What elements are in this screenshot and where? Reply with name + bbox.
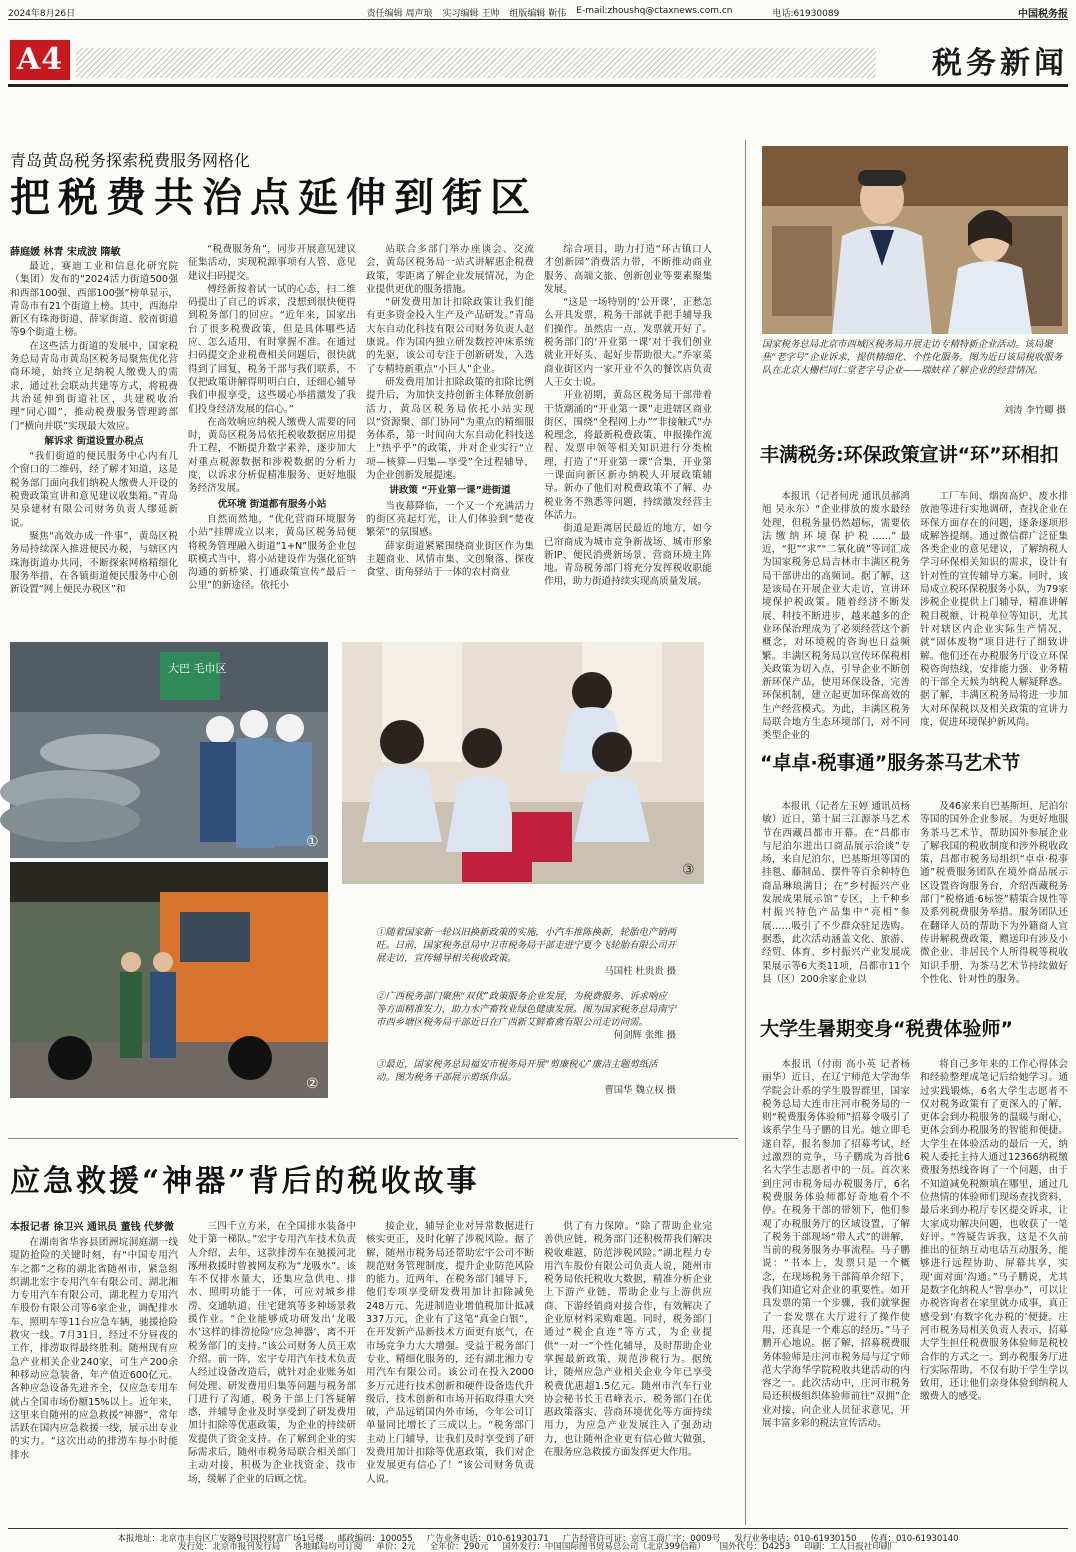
footer-dist-phone: 发行业务电话：010-61930150 [734, 1533, 857, 1544]
footer-address: 本报地址：北京市丰台区广安路9号国投财富广场1号楼 [117, 1533, 324, 1544]
page-number: A4 [10, 40, 70, 80]
bottom-headline: 应急救援“神器”背后的税收故事 [10, 1164, 480, 1199]
paper-name: 中国税务报 [1017, 9, 1068, 20]
lead-column-1 [10, 260, 178, 630]
paragraph: 聚焦“高效办成一件事”，黄岛区税务局持续深入推进便民办税，与辖区内珠海街道办共同，不断探索网格精细化服务举措，在各镇街道便民服务中心创新设置“网上便民办税区”和 [10, 530, 178, 596]
paragraph: “研发费用加计扣除政策让我们能有更多资金投入生产及产品研发。”青岛大东自动化科技有限公司财务负责人赵康说。作为国内独立研发数控冲床系统的先驱，该公司专注于创新研发，入选了专精特新重点“小巨人”企业。 [366, 297, 534, 375]
footer-postcode: 邮政编码：100055 [337, 1533, 413, 1544]
footer-overseas: 国外发行：中国国际图书贸易总公司（北京399信箱） [502, 1542, 706, 1552]
bottom-column-2: 三四千立方米，在全国排水装备中处于第一梯队。”宏宇专用汽车技术负责人介绍，去年，这款排涝车在驰援河北涿州救援时曾被网友称为“龙吸水”。该车不仅排水量大，还集应急供电、排水、照明功能于一体，可应对城乡排涝、交通轨道、住宅建筑等多种场景救援作业。“企业能够成功研发出‘龙吸水’这样的排涝抢险‘应急神器’，离不开税务部门的支持。”该公司财务人员王欢介绍。前一阵，宏宇专用汽车技术负责人经过设备改造后，就针对企业账务如何处理、研发费用归集等问题与税务部门进行了沟通，税务干部上门答疑解惑，并辅导企业及时享受到了研发费用加计扣除等优惠政策，为企业的持续研发提供了资金支持。在了解到企业的实际需求后，随州市税务局联合相关部门主动对接，积极为企业找资金、找市场，缓解了企业的后顾之忧。 [188, 1221, 356, 1485]
photo-livestock-truck [10, 862, 328, 1098]
photo-truck-svg [10, 862, 328, 1098]
paragraph: 街道是距离居民最近的地方，如今已帘商成为城市竞争新战场、城市形象新IP、便民消费新场景、营商环境主阵地。青岛税务部门将充分发挥税收职能作用，助力街道持续实现高质量发展。 [544, 523, 712, 588]
footer-annual: 全年价：290元 [429, 1542, 489, 1552]
editor-email[interactable]: E-mail:zhoushq@ctaxnews.com.cn [576, 6, 733, 16]
section-title: 税务新闻 [932, 46, 1068, 81]
caption-photo-2 [376, 990, 676, 1046]
story-student-headline: 大学生暑期变身“税费体验师” [760, 1018, 1013, 1040]
paragraph: 当夜幕降临，一个又一个充满活力的街区亮起灯光，让人们体验到“楚夜繁荣”的氛围感。 [366, 500, 534, 539]
paragraph: 开业初期，黄岛区税务局干部带着干货潮涌的“开业第一课”走进辖区商业街区，围绕“全程网上办”“非接触式”办税理念，将最新税费政策、申报操作流程、发票申领等相关知识进行分类梳理，打造了“开业第一课”合集，开业第一课面向新区新办纳税人开展政策辅导。新办了他们对税费政策不了解、办税业务不熟悉等问题，持续激发经营主体活力。 [544, 390, 712, 521]
editor-3: 组版编辑 靳伟 [509, 9, 567, 19]
paragraph: 最近，赛迪工业和信息化研究院（集团）发布的“2024活力街道500强和西部100强、西部100强”榜单显示，青岛市有21个街道上榜。其中，西海岸新区有珠海街道、薛家街道、胶南街道等9个街道上榜。 [10, 261, 178, 339]
bottom-column-4: 供了有力保障。“除了帮助企业完善供应链，税务部门还积极帮我们解决税收难题，防范涉税风险。”湖北程力专用汽车股份有限公司负责人说，随州市税务局依托税收大数据，精准分析企业上下游产业链，帮助企业与上游供应商、下游经销商对接合作，有效解决了企业原材料采购难题。同时，税务部门通过“税企直连”等方式，为企业提供“一对一”个性化辅导，及时帮助企业掌握最新政策，规范涉税行为。据统计，随州应急产业相关企业今年已享受税费优惠超1.5亿元。随州市汽车行业协会秘书长王君峰表示，税务部门在优惠政策落实、营商环境优化等方面持续用力，为应急产业发展注入了强劲动力，也让随州企业更有信心做大做强，在服务应急救援方面发挥更大作用。 [544, 1221, 712, 1459]
paragraph: “我们街道的便民服务中心内有几个窗口的二维码，经了解才知道，这是税务部门面向我们纳税人缴费人开设的税费政策宣讲和意见建议收集箱。”青岛昊泉建材有限公司财务负责人缪延新说。 [10, 451, 178, 529]
caption-photo-3 [376, 1058, 676, 1096]
photo-mark-3: ③ [682, 862, 695, 878]
paragraph: 傅经新按着试一试的心态，扫二维码提出了自己的诉求，没想到很快便得到税务部门的回应。“近年来，国家出台了很多税费政策，但是具体哪些适应、怎么适用，有时掌握不准。在通过扫码提交企业税费相关问题后，很快就得到了回复，税务干部与我们联系，不仅把政策讲解得明明白白，还细心辅导我们申报享受，这些暖心举措激发了我们投身经济发展的信心。” [188, 283, 356, 415]
vertical-divider [745, 140, 746, 1525]
footer-code: 国外代号：D4253 [719, 1542, 791, 1552]
bottom-byline: 本报记者 徐卫兴 通讯员 董钱 代梦微 [10, 1222, 174, 1233]
editor-line [367, 6, 840, 19]
story-env-tax-headline: 丰满税务:环保政策宣讲“环”环相扣 [760, 444, 1059, 466]
photo-factory-svg [10, 642, 328, 858]
footer-price: 单价：2元 [376, 1542, 416, 1552]
factory-sign-text: 大巴 毛巾区 [168, 662, 227, 675]
paragraph: “这是一场特别的‘公开课’，正愁怎么开具发票，税务干部就手把手辅导我们操作。虽然店一点，发票就开好了。税务部门的‘开业第一课’对于我们创业就业开好头、起好步帮助很大。”乔家菜商业街区内一家开业不久的餐饮店负责人王女士说。 [544, 297, 712, 388]
caption-photo-1 [376, 926, 676, 982]
bottom-column-3: 接企业，辅导企业对异常数据进行核实更正，及时化解了涉税风险。据了解，随州市税务局还帮助宏宇公司不断规范财务管理制度，提升企业防范风险的能力。近两年，在税务部门辅导下，他们专项享受研发费用加计扣除减免248万元、先进制造业增值税加计抵减337万元，企业有了这笔“真金白银”，在开发新产品新技术方面更有底气，在市场竞争力大大增强。受益于税务部门专业、精细化服务的，还有湖北湘力专用汽车有限公司。该公司在投入2000多万元进行技术创新和硬件设备迭代升级后，技术创新和市场开拓取得重大突破，产品远销国内外市场，今年公司订单量同比增长了三成以上。“税务部门主动上门辅导，让我们及时享受到了研发费用加计扣除等优惠政策，我们对企业发展更有信心了！”该公司财务负责人说。 [366, 1221, 534, 1485]
story-tea-horse-headline: “卓卓·税事通”服务茶马艺术节 [760, 752, 1021, 774]
paragraph: 自然而然地，“优化营商环境服务小站”挂牌成立以来，黄岛区税务局便将税务管理融入街道“1+N”服务企业包联模式当中，将小站建设作为强化征纳沟通的新桥梁、打通政策宣传“最后一公里”的新途径。依托小 [188, 513, 356, 592]
caption-2-text: ②广西税务部门聚焦“双优”政策服务企业发展，为税费服务、诉求响应等方面精准发力，助力水产畜牧业绿色健康发展。图为国家税务总局南宁市西乡塘区税务局干部近日在广西新艾鲜畜禽有限公司走访问需。 [376, 991, 677, 1028]
caption-1-credit: 马国柱 杜贵贵 摄 [604, 966, 676, 977]
caption-1-text: ①随着国家新一轮以旧换新政策的实施，小汽车推陈换新，轮胎电产销两旺。日前，国家税务总局中卫市税务局干部走进宁夏今飞轮胎有限公司开展走访，宣传辅导相关税收政策。 [376, 927, 677, 964]
story-student-col-b: 将自己多年来的工作心得体会和经验整理成笔记后给她学习。通过实践锻炼，6名大学生志愿者不仅对税务政策有了更深入的了解，更体会到办税服务的温暖与耐心，更体会到办税服务的智能和便捷。大学生在体验活动的最后一天，纳税人委托主持人通过12366纳税缴费服务热线咨询了一个问题，由于不知道减免税额填在哪里，通过几位热情的体验师们现场查找资料，最后来到办税厅专区提交诉求，让大家成功解决问题，也收获了一笔好评。“答疑告诉我，这是不久前推出的征纳互动电话互动服务，能够进行远程协助、屏幕共享，实现‘面对面’沟通。”马子鹏说，尤其是数字化纳税人“智享办”，可以让办税咨询者在家里就办成事，真正感受到‘有数字化办税的’便捷。庄河市税务局相关负责人表示，招募大学生担任税费服务体验师是税校合作的方式之一。到办税服务厅进行实际帮助，不仅有助于学生学以致用，还让他们亲身体验到纳税人缴费人的感受。 [920, 1059, 1068, 1403]
footer-ad-phone: 广告业务电话：010-61930171 [426, 1533, 549, 1544]
story-tea-horse-col-a: 本报讯（记者左玉婷 通讯员杨敏）近日，第十届三江源茶马艺术节在西藏昌都市开幕。在“昌都市与尼泊尔进出口商品展示洽谈”专场，来自尼泊尔、巴基斯坦等国的挂毯、藤制品、摆件等百余种特色商品琳琅满目；在“乡村振兴产业发展成果展示馆”专区，上千种乡村振兴特色产品集中“亮相”参展……吸引了不少群众驻足选购。据悉，此次活动涵盖文化、旅游、经贸、体育、乡村振兴产业发展成果展示等6大类11项，昌都市11个县（区）200余家企业以 [762, 801, 910, 985]
lead-column-4 [544, 243, 712, 630]
photo-papercut-svg [342, 642, 704, 884]
footer-line-2 [8, 1540, 1068, 1552]
photo-mark-2: ② [306, 1076, 319, 1092]
bottom-story-rule [8, 1138, 738, 1139]
lead-column-3 [366, 243, 534, 630]
photo-credit-top-right: 刘涛 李竹卿 摄 [1003, 405, 1066, 416]
editor-phone: 电话:61930089 [772, 9, 840, 19]
story-env-tax-col-b: 工厂车间、烟囱高炉、废水排放池等进行实地调研，查找企业在环保方面存在的问题，逐条逐项形成解答提纲。通过微信群广泛征集各类企业的意见建议，了解纳税人学习环保相关知识的需求，设计有针对性的宣传辅导方案。同时，该局成立税环保税服务小队，为79家涉税企业提供上门辅导，精准讲解税目税额、计税单位等知识，尤其针对辖区内企业实际生产情况，就“固体废物”项目进行了细致讲解。他们还在办税服务厅设立环保税咨询热线，安排能力强、业务精的干部全天候为纳税人解疑释惑。据了解，丰满区税务局将进一步加大对环保税以及相关政策的宣讲力度，促进环境保护新风尚。 [920, 491, 1068, 729]
lead-kicker: 青岛黄岛税务探索税费服务网格化 [10, 151, 251, 170]
caption-3-text: ③最近，国家税务总局福安市税务局开展“剪廉税心”廉洁主题剪纸活动。图为税务干部展示剪纸作品。 [376, 1059, 658, 1083]
caption-3-credit: 曹国华 魏立权 摄 [604, 1085, 676, 1096]
paragraph: 在这些活力街道的发展中，国家税务总局青岛市黄岛区税务局聚焦优化营商环境，始终立足纳税人缴费人的需求，通过社会联动共建等方式，将税费共治延伸到街道社区，共建税收治理“同心圆”，推动税费服务管理跨部门“横向并联”实现最大效应。 [10, 340, 178, 432]
paragraph: 薛家街道紧紧围绕商业街区作为集主题商业、风情市集、文创聚落、探夜食堂、街角驿站于一体的农村商业 [366, 540, 534, 579]
editor-1: 责任编辑 周声琅 [366, 9, 433, 19]
paragraph: 综合项目，助力打造“环古镇口人才创新园”消费活力带，不断推动商业服务、高端文旅、创新创业等要素聚集发展。 [544, 244, 712, 295]
subheading: 优环境 街道都有服务小站 [217, 498, 327, 510]
paragraph: 研发费用加计扣除政策的扣除比例提升后，为加快支持创新主体释放创新活力，黄岛区税务局依托小站实现以“资源聚、部门协同”为重点的精细服务体系，第一时间向大东自动化科技送上“热乎乎”的政策，并对企业实行“立项—核算—归集—享受”全过程辅导，为企业创新发展提速。 [366, 376, 534, 482]
editor-2: 实习编辑 王帅 [442, 9, 500, 19]
photo-tire-factory [10, 642, 328, 858]
footer-printer: 印刷：工人日报社印刷厂 [804, 1542, 898, 1552]
footer-distributor: 发行处：北京市报刊发行局 [178, 1542, 281, 1552]
photo-caption-top-right [762, 338, 1068, 402]
photo-paper-cutting [342, 642, 704, 884]
subheading: 解诉求 街道设置办税点 [44, 435, 144, 447]
lead-headline: 把税费共治点延伸到街区 [10, 174, 538, 221]
paragraph: 在高效响应纳税人缴费人需要的同时，黄岛区税务局依托税收数据应用提升工程，不断提升数字素养，逐步加大对重点税源数据和涉税数据的分析力度，以诉求分析促精准服务、更好地服务经济发展。 [188, 416, 356, 495]
masthead [8, 6, 1068, 20]
subheading: 讲政策 “开业第一课”进街道 [389, 485, 511, 497]
story-env-tax-col-a: 本报讯（记者何虎 通讯员郝鸿旭 吴永东）“企业排放的废水最经处理，但税务量仍然超标，需要依法缴纳环境保护税……”最近，“犯”“求”“二氧化硫”等词汇成为国家税务总局吉林市丰满区税务局干部讲出的高频词。据了解，这是该局在开展企业大走访，宣讲环境保护税政策。随着经济不断发展、科技不断进步，越来越多的企业环保治理成为了必须经营这个新概念，对环境税的咨询也日益频繁。丰满区税务局以宣传环保税相关政策为切入点，引导企业不断创新环保产品，使用环保设备，完善环保机制，建立起更加环保高效的生产经营模式。为此，丰满区税务局联合地方生态环境部门，对不同类型企业的 [762, 491, 910, 742]
decorative-stripe [76, 48, 876, 78]
story-tea-horse-col-b: 及46家来自巴基斯坦、尼泊尔等国的国外企业参展。为更好地服务茶马艺术节，帮助国外参展企业了解我国的税收制度和涉外税收政策，昌都市税务局组织“卓卓·税事通”税费服务团队在境外商品展示区设置咨询服务台，介绍西藏税务部门“税格通·6标签”精策合规性等及系列税费服务举措。服务团队还在翻译人员的帮助下为外籍商人宣传讲解税费政策，赠送印有涉及小微企业、非居民个人所得税等税收知识手册，为茶马艺术节持续做好个性化、针对性的服务。 [920, 801, 1068, 985]
paragraph: “税费服务角”，同步开展意见建议征集活动，实现税源事项有人管、意见建议扫码提交。 [188, 244, 356, 282]
issue-date: 2024年8月26日 [8, 9, 76, 19]
header-rule [8, 84, 1068, 87]
footer-fax: 传真：010-61930140 [870, 1533, 959, 1544]
bottom-column-1: 在湖南省华容县团洲垸洞庭湖一线堤防抢险的关键时刻，有“中国专用汽车之都”之称的湖北省随州市，紧急组织湖北宏宇专用汽车有限公司、湖北湘力专用汽车有限公司、湖北程力专用汽车股份有限公司等6家企业，调配排水车、照明车等11台应急车辆，驰援抢险救灾一线。7月31日，经过不分昼夜的工作，排涝取得最终胜利。随州现有应急产业相关企业240家，可生产200余种移动应急装备，年产值近600亿元。各种应急设备先进齐全，仅应急专用车就占全国市场份额15%以上。近年来，这里来自随州的应急救援“神器”，常年活跃在国内应急救援一线，展示出专业的实力。“这次出动的排涝车每小时能排水 [10, 1237, 178, 1461]
photo-mark-1: ① [306, 834, 319, 850]
footer-subscribe: 各地邮局均可订阅 [294, 1542, 363, 1552]
paragraph: 站联合多部门举办座谈会、交流会，黄岛区税务局一站式讲解惠企税费政策，零距离了解企业发展情况，为企业提供更优的服务措施。 [366, 244, 534, 295]
caption-text: 国家税务总局北京市西城区税务局开展走访专精特新企业活动。该局聚焦“老字号”企业诉求，提供精细化、个性化服务。图为近日该局税收服务队在北京大栅栏同仁堂老字号企业——瑞蚨祥了解企业的经营情况。 [762, 339, 1063, 376]
lead-column-2 [188, 243, 356, 630]
caption-2-credit: 何剑辉 张维 摄 [613, 1030, 676, 1041]
footer-license: 广告经营许可证：京宣工商广字：0009号 [562, 1533, 721, 1544]
lead-byline: 薛庭媛 林青 宋成波 隋敏 [10, 247, 121, 258]
story-student-col-a: 本报讯（付雨 高小英 记者杨丽华）近日，在辽宁师范大学海华学院会计系的学生殷智群里，国家税务总局大连市庄河市税务局的一则“税费服务体验师”招募令吸引了该系学生马子鹏的目光。她立即毛遂自荐，报名参加了招募考试，经过激烈的竞争，马子鹏成为首批6名大学生志愿者中的一员。首次来到庄河市税务局办税服务厅，6名税费服务体验师都好奇地看个不停。在税务干部的带领下，他们参观了办税服务厅的区域设置，了解了税务干部现场“带人式”的讲解，当前的税务服务办事流程。马子鹏说：“书本上，发票只是一个概念，在现场税务干部简单介绍下，我们知道它对企业的重要性。如开具发票的第一个步骤，我们就掌握了一套发票在大厅进行了操作使用，还真是一个难忘的经历。”马子鹏开心地说。据了解，招募税费服务体验师是庄河市税务局与辽宁师范大学海华学院税收共建活动的内容之一。此次活动中，庄河市税务局还积极组织体验师前往“双拥”企业对接，向企业人员征求意见，开展丰富多彩的税法宣传活动。 [762, 1059, 910, 1430]
photo-tax-officers-visit [762, 146, 1068, 334]
photo-officers-svg [762, 146, 1068, 334]
